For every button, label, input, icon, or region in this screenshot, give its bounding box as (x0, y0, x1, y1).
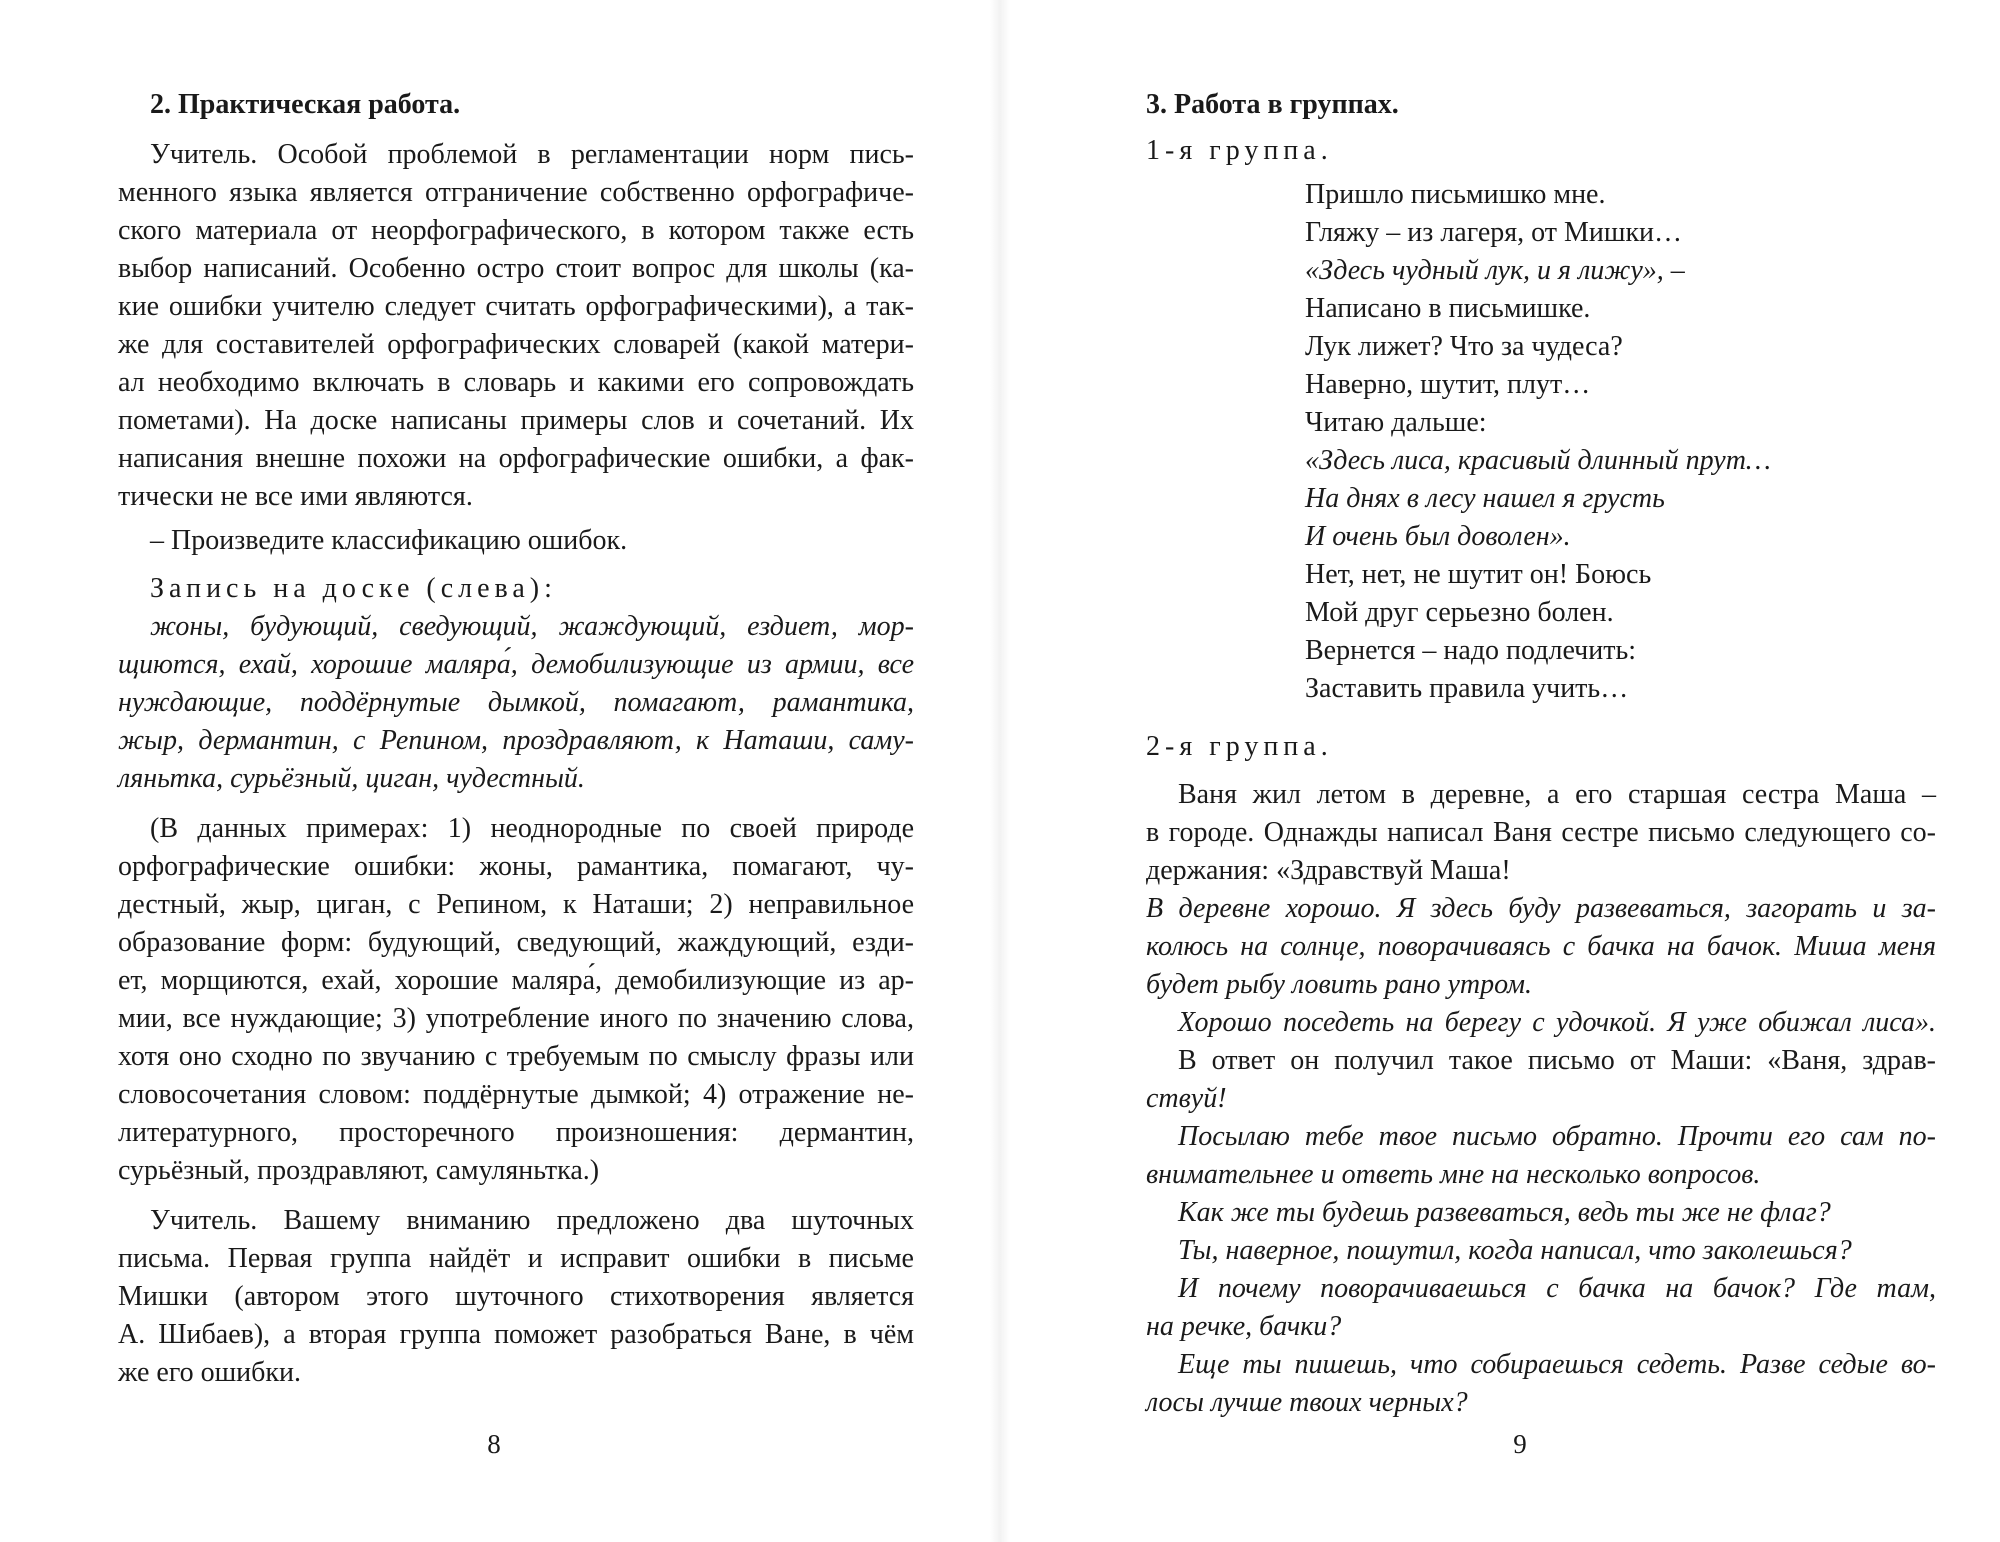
text-line: ствуй! (1146, 1083, 1227, 1114)
text-line: внимательнее и ответь мне на несколько вопросов. (1146, 1159, 1761, 1190)
text-line: держания: «Здравствуй Маша! (1146, 855, 1511, 886)
text-line: выбор написаний. Особенно остро стоит вопрос для школы (ка- (118, 253, 914, 284)
text-line: на речке, бачки? (1146, 1311, 1342, 1342)
text-line: тически не все ими являются. (118, 481, 473, 512)
poem-line: И очень был доволен». (1305, 521, 1571, 552)
text-line: (В данных примерах: 1) неоднородные по своей природе (150, 813, 914, 844)
text-line: В ответ он получил такое письмо от Маши: «Ваня, здрав- (1178, 1045, 1936, 1076)
text-line: будет рыбу ловить рано утром. (1146, 969, 1532, 1000)
poem-line: На днях в лесу нашел я грусть (1305, 483, 1665, 514)
poem-line: «Здесь чудный лук, и я лижу», – (1305, 255, 1685, 286)
text-line: словосочетания словом: поддёрнутые дымкой; 4) отражение не- (118, 1079, 914, 1110)
text-line: щиются, ехай, хорошие маляра́, демобилизующие из армии, все (118, 649, 914, 680)
text-line: Как же ты будешь развеваться, ведь ты же не флаг? (1178, 1197, 1831, 1228)
poem-line: Заставить правила учить… (1305, 673, 1629, 704)
poem-line: Пришло письмишко мне. (1305, 179, 1606, 210)
text-line: Мишки (автором этого шуточного стихотворения является (118, 1281, 914, 1312)
poem-line: Гляжу – из лагеря, от Мишки… (1305, 217, 1683, 248)
poem-line: Мой друг серьезно болен. (1305, 597, 1614, 628)
poem-line: Написано в письмишке. (1305, 293, 1591, 324)
text-line: кие ошибки учителю следует считать орфографическими), а так- (118, 291, 914, 322)
text-line: менного языка является отграничение собственно орфографиче- (118, 177, 914, 208)
poem-line: Читаю дальше: (1305, 407, 1487, 438)
text-line: ет, морщиются, ехай, хорошие маляра́, демобилизующие из ар- (118, 965, 914, 996)
text-line: Учитель. Вашему вниманию предложено два шуточных (150, 1205, 914, 1236)
group-label: 2-я группа. (1146, 731, 1333, 762)
poem-line: Наверно, шутит, плут… (1305, 369, 1591, 400)
text-line: же его ошибки. (118, 1357, 301, 1388)
text-line: ал необходимо включать в словарь и какими его сопровождать (118, 367, 914, 398)
page-number: 9 (1513, 1429, 1527, 1459)
text-line: дестный, жыр, циган, с Репином, к Наташи; 2) неправильное (118, 889, 914, 920)
group-label: 1-я группа. (1146, 135, 1333, 166)
text-line: жыр, дермантин, с Репином, проздравляют, к Наташи, саму- (118, 725, 914, 756)
text-line: хотя оно сходно по звучанию с требуемым по смыслу фразы или (118, 1041, 914, 1072)
text-line: Запись на доске (слева): (150, 573, 557, 604)
text-line: лосы лучше твоих черных? (1146, 1387, 1468, 1418)
poem-line: Вернется – надо подлечить: (1305, 635, 1637, 666)
text-line: Еще ты пишешь, что собираешься седеть. Разве седые во- (1178, 1349, 1936, 1380)
text-line: в городе. Однажды написал Ваня сестре письмо следующего со- (1146, 817, 1936, 848)
text-line: письма. Первая группа найдёт и исправит ошибки в письме (118, 1243, 914, 1274)
text-line: Посылаю тебе твое письмо обратно. Прочти его сам по- (1178, 1121, 1936, 1152)
text-line: написания внешне похожи на орфографические ошибки, а фак- (118, 443, 914, 474)
text-line: жоны, будующий, сведующий, жаждующий, ездиет, мор- (150, 611, 914, 642)
text-line: А. Шибаев), а вторая группа поможет разобраться Ване, в чём (118, 1319, 914, 1350)
right-page (1000, 0, 2000, 1542)
poem-line: «Здесь лиса, красивый длинный прут… (1305, 445, 1771, 476)
text-line: орфографические ошибки: жоны, рамантика, помагают, чу- (118, 851, 914, 882)
text-line: ляньтка, сурьёзный, циган, чудестный. (118, 763, 585, 794)
text-line: мии, все нуждающие; 3) употребление иного по значению слова, (118, 1003, 914, 1034)
poem-line: Лук лижет? Что за чудеса? (1305, 331, 1623, 362)
page-number: 8 (487, 1429, 501, 1459)
text-line: Хорошо поседеть на берегу с удочкой. Я уже обижал лиса». (1178, 1007, 1936, 1038)
text-line: Учитель. Особой проблемой в регламентации норм пись- (150, 139, 914, 170)
section-heading: 3. Работа в группах. (1146, 89, 1399, 120)
section-heading: 2. Практическая работа. (150, 89, 461, 120)
text-line: пометами). На доске написаны примеры слов и сочетаний. Их (118, 405, 914, 436)
text-line: В деревне хорошо. Я здесь буду развеваться, загорать и за- (1146, 893, 1936, 924)
poem-line: Нет, нет, не шутит он! Боюсь (1305, 559, 1652, 590)
text-line: – Произведите классификацию ошибок. (150, 525, 628, 556)
text-line: образование форм: будующий, сведующий, жаждующий, езди- (118, 927, 914, 958)
text-line: И почему поворачиваешься с бачка на бачок? Где там, (1178, 1273, 1936, 1304)
text-line: ского материала от неорфографического, в котором также есть (118, 215, 914, 246)
text-line: нуждающие, поддёрнутые дымкой, помагают, рамантика, (118, 687, 914, 718)
text-line: колюсь на солнце, поворачиваясь с бачка на бачок. Миша меня (1146, 931, 1936, 962)
text-line: же для составителей орфографических словарей (какой матери- (118, 329, 914, 360)
text-line: Ты, наверное, пошутил, когда написал, что заколешься? (1178, 1235, 1852, 1266)
text-line: литературного, просторечного произношения: дермантин, (118, 1117, 914, 1148)
text-line: сурьёзный, проздравляют, самуляньтка.) (118, 1155, 600, 1186)
text-line: Ваня жил летом в деревне, а его старшая сестра Маша – (1178, 779, 1936, 810)
